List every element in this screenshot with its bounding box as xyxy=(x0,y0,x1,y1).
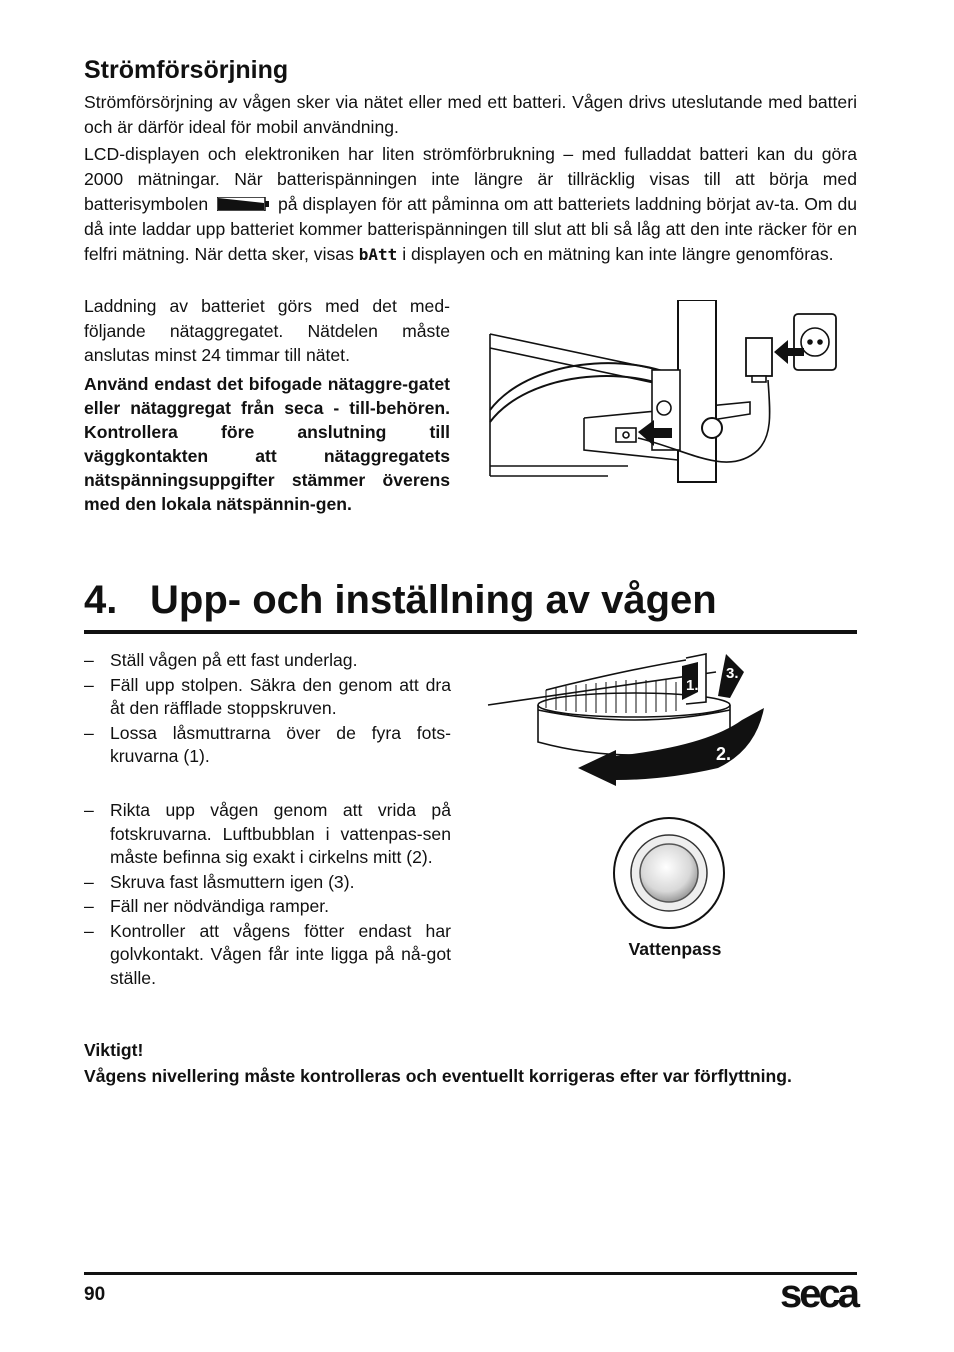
figure-label-step1: 1. xyxy=(686,677,699,694)
paragraph-power-intro: Strömförsörjning av vågen sker via nätet eller med ett batteri. Vågen drivs uteslutande med batteri och är därför ideal för mobil användning. xyxy=(84,92,857,137)
paragraph-battery-part1: LCD-displayen och elektroniken har liten strömförbrukning – med fulladdat batteri kan du göra 2000 mätningar. När batterispänningen inte längre är tillräcklig visas till att börja med batterisymbolen xyxy=(84,144,857,214)
chapter-title: Upp- och inställning av vågen xyxy=(150,578,717,622)
list-item: – Fäll ner nödvändiga ramper. xyxy=(84,895,451,919)
figure-label-step3: 3. xyxy=(726,665,739,682)
footer-divider xyxy=(84,1272,857,1275)
brand-logo: seca xyxy=(780,1272,857,1316)
figure-caption: Vattenpass xyxy=(628,939,722,959)
list-item: – Lossa låsmuttrarna över de fyra fots-kruvarna (1). xyxy=(84,722,451,769)
chapter-divider xyxy=(84,630,857,634)
foot-screw-illustration xyxy=(486,650,778,790)
setup-steps-list-a xyxy=(84,649,451,770)
list-item: – Rikta upp vågen genom att vrida på fotskruvarna. Luftbubblan i vattenpas-sen måste befinna sig exakt i cirkelns mitt (2). xyxy=(84,799,451,870)
important-title: Viktigt! xyxy=(84,1040,144,1060)
section-heading-power: Strömförsörjning xyxy=(84,56,289,84)
warning-text: Använd endast det bifogade nätaggre-gatet eller nätaggregat från seca - till-behören. Kontrollera före anslutning till väggkontakten att nätaggregatets nätspänningsuppgifter stämmer överens med den lokala nätspännin-gen. xyxy=(84,374,450,514)
list-item: – Ställ vågen på ett fast underlag. xyxy=(84,649,451,673)
important-text: Vågens nivellering måste kontrolleras och eventuellt korrigeras efter var förflyttning. xyxy=(84,1066,792,1086)
battery-symbol-icon xyxy=(217,197,269,211)
paragraph-battery-part2: på displayen för att påminna om att batteriets laddning börjat av-ta. Om du då inte laddar upp batteriet kommer batterispänningen till slut att bli så låg att den inte räcker för en felfri mätning. När detta sker, visas xyxy=(84,194,858,264)
paragraph-charging: Laddning av batteriet görs med det med-följande nätaggregatet. Nätdelen måste anslutas minst 24 timmar till nätet. xyxy=(84,296,450,365)
paragraph-battery xyxy=(84,142,857,267)
lcd-batt-text: bAtt xyxy=(358,245,398,264)
spirit-level-icon xyxy=(612,816,726,930)
chapter-number: 4. xyxy=(84,578,118,622)
paragraph-battery-part3: i displayen och en mätning kan inte längre genomföras. xyxy=(402,244,834,264)
figure-label-step2: 2. xyxy=(716,744,732,764)
chapter-heading xyxy=(84,578,717,623)
list-item: – Fäll upp stolpen. Säkra den genom att dra åt den räfflade stoppskruven. xyxy=(84,674,451,721)
setup-steps-list-b xyxy=(84,799,451,991)
list-item: – Kontroller att vågens fötter endast har golvkontakt. Vågen får inte ligga på nå-got ställe. xyxy=(84,920,451,991)
charger-illustration xyxy=(488,300,840,486)
page-number: 90 xyxy=(84,1284,106,1305)
list-item: – Skruva fast låsmuttern igen (3). xyxy=(84,871,451,895)
